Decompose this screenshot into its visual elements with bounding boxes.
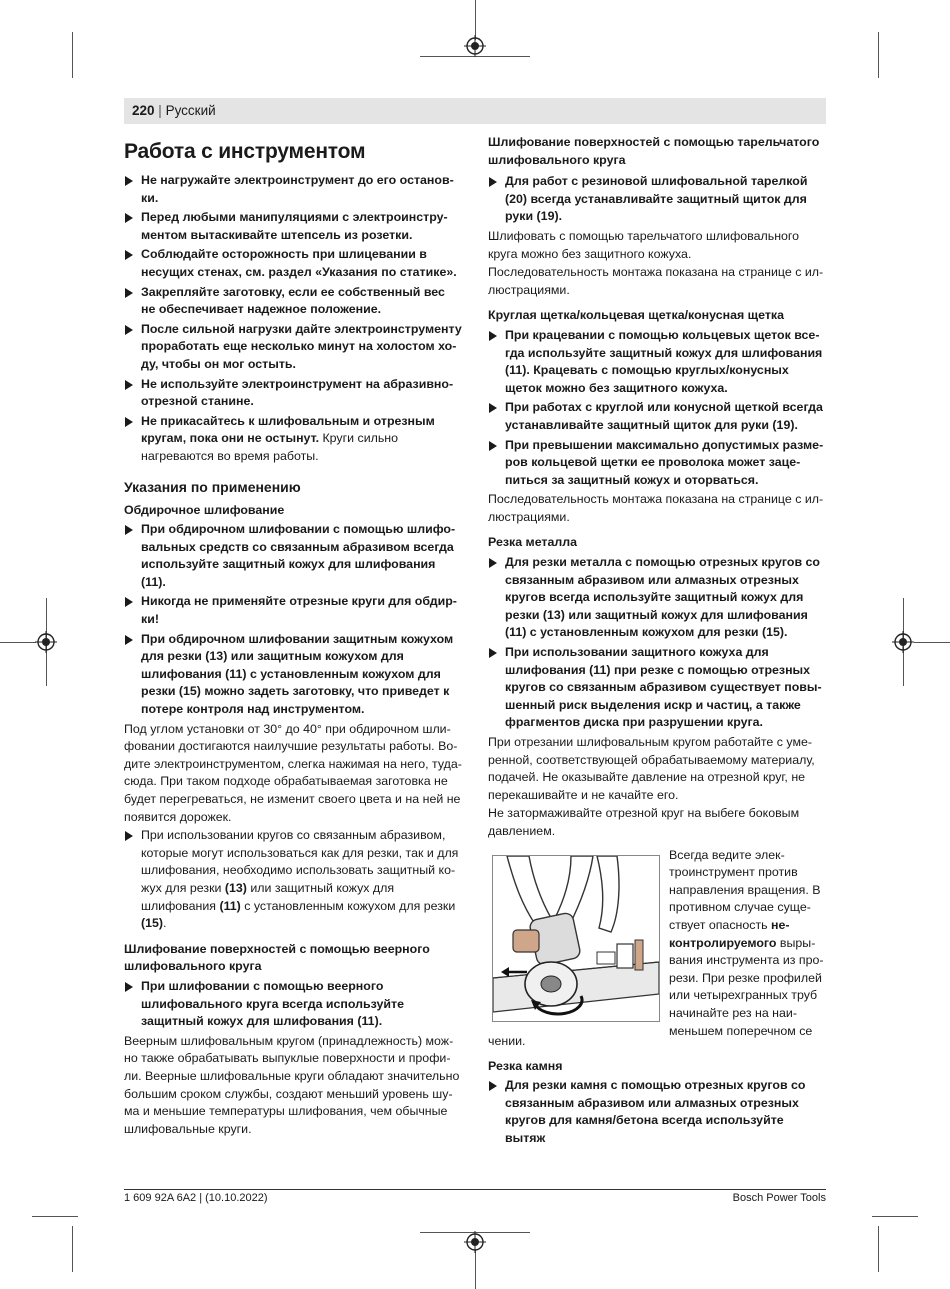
metal-item: При использовании защитного кожуха для шлифования (11) при резке с помощью отрезных кругов со связанным абразивом существует повышенный риск выделения искр и частиц, а также фрагментов диска при разрушении круга. bbox=[488, 644, 826, 732]
page-number: 220 bbox=[132, 103, 155, 118]
footer-doc-code: 1 609 92A 6A2 | (10.10.2022) bbox=[124, 1192, 268, 1204]
arrow-bullet-icon bbox=[489, 403, 497, 413]
usage-heading: Указания по применению bbox=[124, 478, 301, 495]
page-header bbox=[132, 103, 216, 118]
arrow-bullet-icon bbox=[125, 597, 133, 607]
footer-brand: Bosch Power Tools bbox=[732, 1192, 826, 1204]
arrow-bullet-icon bbox=[125, 982, 133, 992]
registration-mark-icon bbox=[464, 1231, 486, 1253]
flap-item: При шлифовании с помощью веерного шлифовального круга всегда используйте защитный кожух для шлифования (11). bbox=[124, 978, 462, 1031]
arrow-bullet-icon bbox=[125, 325, 133, 335]
disc-item: Для работ с резиновой шлифовальной тарелкой (20) всегда устанавливайте защитный щиток для руки (19). bbox=[488, 173, 826, 226]
arrow-bullet-icon bbox=[125, 525, 133, 535]
arrow-bullet-icon bbox=[125, 250, 133, 260]
safety-item: Закрепляйте заготовку, если ее собственный вес не обеспечивает надежное положение. bbox=[124, 284, 462, 319]
crop-mark bbox=[878, 32, 879, 78]
header-language: Русский bbox=[165, 103, 216, 118]
crop-mark bbox=[72, 32, 73, 78]
cutting-direction-text: Всегда ведите электроинструмент против направления вращения. В противном случае существует опасность неконтролируемого вырывания инструмента из прорези. При резке профилей или четырехгранных труб начинайте рез на наименьшем поперечном се bbox=[669, 847, 824, 1038]
safety-item: Соблюдайте осторожность при шлицевании в несущих стенах, см. раздел «Указания по статике». bbox=[124, 246, 462, 281]
safety-item: Не используйте электроинструмент на абразивноотрезной станине. bbox=[124, 376, 462, 411]
metal-item: Для резки металла с помощью отрезных кругов со связанным абразивом или алмазных отрезных кругов всегда используйте защитный кожух для резки (13) или защитный кожух для шлифования (11) с установленным кожухом для резки (15). bbox=[488, 554, 826, 642]
rough-item: При обдирочном шлифовании с помощью шлифовальных средств со связанным абразивом всегда используйте защитный кожух для шлифования (11). bbox=[124, 521, 462, 591]
brush-paragraph: Последовательность монтажа показана на странице с иллюстрациями. bbox=[488, 492, 824, 524]
crop-mark bbox=[0, 642, 36, 643]
arrow-bullet-icon bbox=[125, 213, 133, 223]
arrow-bullet-icon bbox=[125, 417, 133, 427]
footer-rule bbox=[124, 1189, 826, 1190]
arrow-bullet-icon bbox=[489, 648, 497, 658]
rough-item: При обдирочном шлифовании защитным кожухом для резки (13) или защитным кожухом для шлифования (11) с установленным кожухом для резки (15) можно задеть заготовку, что приведет к потере контроля над инструментом. bbox=[124, 631, 462, 719]
cutting-direction-text-tail: чении. bbox=[488, 1033, 526, 1048]
right-column bbox=[488, 134, 826, 1150]
crop-mark bbox=[475, 0, 476, 40]
safety-item: Перед любыми манипуляциями с электроинструментом вытаскивайте штепсель из розетки. bbox=[124, 209, 462, 244]
arrow-bullet-icon bbox=[489, 331, 497, 341]
crop-mark bbox=[32, 1216, 78, 1217]
cutting-illustration-icon bbox=[493, 856, 659, 1021]
arrow-bullet-icon bbox=[125, 176, 133, 186]
arrow-bullet-icon bbox=[489, 177, 497, 187]
brush-item: При превышении максимально допустимых размеров кольцевой щетки ее проволока может зацепиться за защитный кожух и оторваться. bbox=[488, 437, 826, 490]
crop-mark bbox=[878, 1226, 879, 1272]
disc-paragraph-2: Последовательность монтажа показана на странице с иллюстрациями. bbox=[488, 265, 824, 297]
brush-item: При крацевании с помощью кольцевых щеток всегда используйте защитный кожух для шлифования (11). Крацевать с помощью круглых/конусных щеток можно без защитного кожуха. bbox=[488, 327, 826, 397]
disc-heading: Шлифование поверхностей с помощью тарельчатого шлифовального круга bbox=[488, 135, 820, 167]
left-column bbox=[124, 134, 462, 1139]
safety-item: Не прикасайтесь к шлифовальным и отрезным кругам, пока они не остынут. Круги сильно нагреваются во время работы. bbox=[124, 413, 462, 466]
bonded-abrasive-item: При использовании кругов со связанным абразивом, которые могут использоваться как для резки, так и для шлифования, необходимо использовать защитный кожух для резки (13) или защитный кожух для шлифования (11) с установленным кожухом для резки (15). bbox=[124, 827, 462, 933]
rough-item: Никогда не применяйте отрезные круги для обдирки! bbox=[124, 593, 462, 628]
arrow-bullet-icon bbox=[489, 558, 497, 568]
rough-paragraph: Под углом установки от 30° до 40° при обдирочном шлифовании достигаются наилучшие результаты работы. Водите электроинструментом, слегка нажимая на него, туда-сюда. При таком подходе обрабатываемая заготовка не будет перегреваться, не изменит своего цвета и на ней не появится дорожек. bbox=[124, 721, 462, 824]
rough-heading: Обдирочное шлифование bbox=[124, 502, 285, 517]
metal-paragraph-2: Не затормаживайте отрезной круг на выбеге боковым давлением. bbox=[488, 806, 800, 838]
header-band bbox=[124, 98, 826, 124]
safety-item: Не нагружайте электроинструмент до его остановки. bbox=[124, 172, 462, 207]
cutting-direction-illustration bbox=[492, 855, 660, 1022]
crop-mark bbox=[872, 1216, 918, 1217]
brush-item: При работах с круглой или конусной щеткой всегда устанавливайте защитный щиток для руки (19). bbox=[488, 399, 826, 434]
stone-heading: Резка камня bbox=[488, 1058, 563, 1073]
stone-item: Для резки камня с помощью отрезных кругов со связанным абразивом или алмазных отрезных кругов для камня/бетона всегда используйте вытяж bbox=[488, 1077, 826, 1147]
registration-mark-icon bbox=[892, 631, 914, 653]
arrow-bullet-icon bbox=[125, 635, 133, 645]
registration-mark-icon bbox=[35, 631, 57, 653]
metal-paragraph-1: При отрезании шлифовальным кругом работайте с умеренной, соответствующей обрабатываемому материалу, подачей. Не оказывайте давление на отрезной круг, не перекашивайте и не качайте его. bbox=[488, 735, 815, 802]
crop-mark bbox=[72, 1226, 73, 1272]
registration-mark-icon bbox=[464, 35, 486, 57]
arrow-bullet-icon bbox=[125, 831, 133, 841]
flap-heading: Шлифование поверхностей с помощью веерного шлифовального круга bbox=[124, 941, 430, 974]
crop-mark bbox=[914, 642, 950, 643]
safety-item: После сильной нагрузки дайте электроинструменту проработать еще несколько минут на холостом ходу, чтобы он мог остыть. bbox=[124, 321, 462, 374]
brush-heading: Круглая щетка/кольцевая щетка/конусная щетка bbox=[488, 308, 784, 323]
crop-mark bbox=[475, 1250, 476, 1289]
arrow-bullet-icon bbox=[489, 441, 497, 451]
disc-paragraph-1: Шлифовать с помощью тарельчатого шлифовального круга можно без защитного кожуха. bbox=[488, 228, 800, 261]
section-title: Работа с инструментом bbox=[124, 140, 366, 163]
metal-heading: Резка металла bbox=[488, 535, 578, 550]
arrow-bullet-icon bbox=[125, 380, 133, 390]
arrow-bullet-icon bbox=[125, 288, 133, 298]
header-separator: | bbox=[158, 103, 162, 118]
arrow-bullet-icon bbox=[489, 1081, 497, 1091]
cutting-figure-block bbox=[488, 847, 826, 1052]
flap-paragraph: Веерным шлифовальным кругом (принадлежность) можно также обрабатывать выпуклые поверхности и профили. Веерные шлифовальные круги обладают значительно большим сроком службы, создают меньший уровень шума и меньшие температуры шлифования, чем обычные шлифовальные круги. bbox=[124, 1033, 460, 1136]
